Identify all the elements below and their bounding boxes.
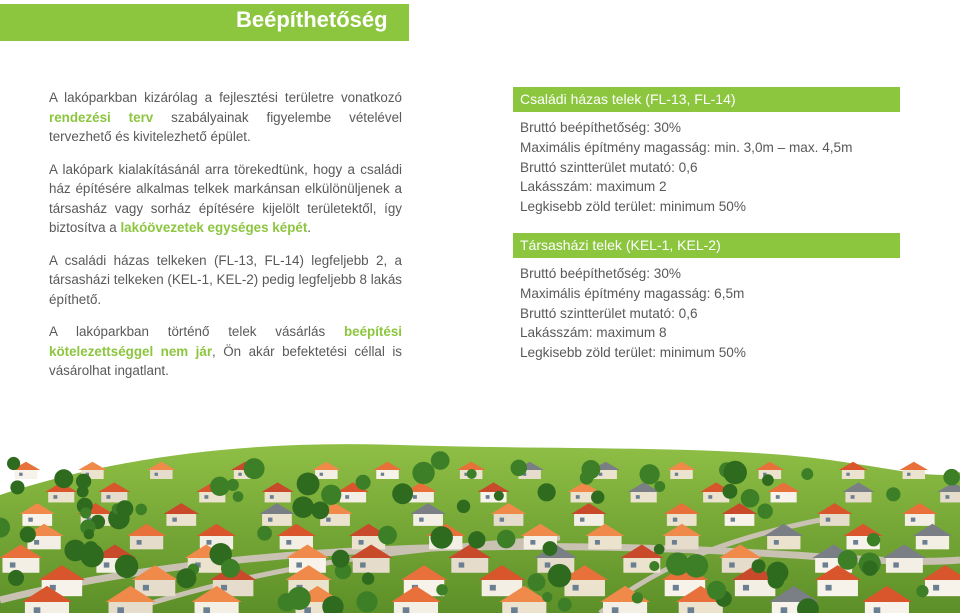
tree	[542, 592, 552, 602]
highlight-uniform-image: lakóövezetek egységes képét	[120, 220, 308, 235]
tree	[292, 496, 314, 518]
right-spec-column	[513, 87, 900, 363]
tree	[538, 483, 556, 501]
tree	[20, 526, 36, 542]
tree	[943, 469, 960, 486]
family-house-header: Családi házas telek (FL-13, FL-14)	[513, 87, 900, 112]
house	[900, 462, 929, 479]
tree	[762, 474, 774, 486]
tree	[654, 544, 665, 555]
tree	[135, 504, 147, 516]
residential-park-illustration	[0, 400, 960, 613]
tree	[76, 474, 91, 489]
spec-item: Bruttó szintterület mutató: 0,6	[520, 305, 698, 321]
tree	[801, 468, 813, 480]
paragraph-zoning: A lakóparkban kizárólag a fejlesztési területre vonatkozó rendezési terv szabályainak figyelembe vételével tervezhető és kivitelezhető épület.	[49, 90, 402, 144]
tree	[257, 526, 272, 541]
tree	[684, 554, 708, 578]
tree	[707, 581, 726, 600]
tree	[757, 503, 772, 518]
tree	[862, 560, 878, 576]
tree	[233, 491, 244, 502]
tree	[221, 559, 240, 578]
tree	[356, 475, 371, 490]
spec-item: Legkisebb zöld terület: minimum 50%	[520, 345, 746, 361]
spec-item: Lakásszám: maximum 8	[520, 325, 667, 341]
tree	[558, 598, 572, 612]
tree	[654, 481, 665, 492]
tree	[468, 531, 485, 548]
tree	[467, 469, 477, 479]
paragraph-purchase: A lakóparkban történő telek vásárlás beépítési kötelezettséggel nem jár, Ön akár befektetési céllal is vásárolhat ingatlant.	[49, 324, 402, 378]
tree	[528, 573, 546, 591]
family-house-spec-list	[513, 118, 900, 217]
tree	[80, 507, 91, 518]
tree	[412, 462, 434, 484]
tree	[332, 550, 350, 568]
tree	[116, 500, 133, 517]
tree	[511, 460, 527, 476]
condo-header: Társasházi telek (KEL-1, KEL-2)	[513, 233, 900, 258]
tree	[10, 480, 24, 494]
tree	[431, 451, 450, 470]
spec-item: Bruttó szintterület mutató: 0,6	[520, 159, 698, 175]
tree	[494, 491, 504, 501]
highlight-no-obligation: beépítési kötelezettséggel nem jár	[49, 324, 402, 359]
tree	[7, 457, 20, 470]
condo-section	[513, 233, 900, 363]
tree	[210, 477, 229, 496]
tree	[378, 526, 397, 545]
tree	[392, 483, 413, 504]
tree	[838, 550, 858, 570]
tree	[580, 471, 594, 485]
tree	[8, 570, 24, 586]
tree	[497, 530, 516, 549]
tree	[916, 585, 928, 597]
spec-item: Bruttó beépíthetőség: 30%	[520, 120, 681, 135]
tree	[80, 544, 104, 568]
tree	[768, 572, 785, 589]
spec-item: Bruttó beépíthetőség: 30%	[520, 265, 681, 281]
tree	[115, 555, 138, 578]
tree	[649, 561, 659, 571]
tree	[741, 489, 760, 508]
tree	[176, 568, 196, 588]
tree	[430, 526, 452, 548]
tree	[436, 584, 447, 595]
tree	[457, 500, 470, 513]
tree	[84, 529, 94, 539]
page-title: Beépíthetőség	[236, 7, 388, 32]
tree	[244, 458, 265, 479]
tree	[548, 564, 572, 588]
tree	[632, 592, 643, 603]
paragraph-design: A lakópark kialakításánál arra törekedtünk, hogy a családi ház építésére alkalmas telkek markánsan elkülönüljenek a társasház vagy sorház építésére kijelölt területektől, így biztosítva a lakóövezetek egységes képét.	[49, 161, 402, 235]
tree	[723, 484, 738, 499]
tree	[723, 461, 747, 485]
tree	[752, 559, 766, 573]
tree	[321, 485, 341, 505]
tree	[311, 501, 329, 519]
family-house-section	[513, 87, 900, 217]
spec-item: Maximális építmény magasság: min. 3,0m – max. 4,5m	[520, 139, 853, 155]
tree	[591, 491, 604, 504]
tree	[639, 464, 659, 484]
tree	[886, 487, 900, 501]
tree	[287, 587, 310, 610]
tree	[362, 572, 374, 584]
tree	[543, 541, 558, 556]
tree	[356, 591, 377, 612]
highlight-zoning-plan: rendezési terv	[49, 109, 154, 125]
condo-spec-list	[513, 264, 900, 363]
left-text-column	[49, 88, 402, 381]
spec-item: Legkisebb zöld terület: minimum 50%	[520, 199, 746, 215]
tree	[54, 469, 73, 488]
spec-item: Lakásszám: maximum 2	[520, 179, 667, 195]
spec-item: Maximális építmény magasság: 6,5m	[520, 285, 745, 301]
paragraph-units: A családi házas telkeken (FL-13, FL-14) legfeljebb 2, a társasházi telkeken (KEL-1, KEL-2) pedig legfeljebb 8 lakás építhető.	[49, 252, 402, 307]
tree	[227, 479, 239, 491]
tree	[867, 533, 880, 546]
tree	[297, 472, 320, 495]
